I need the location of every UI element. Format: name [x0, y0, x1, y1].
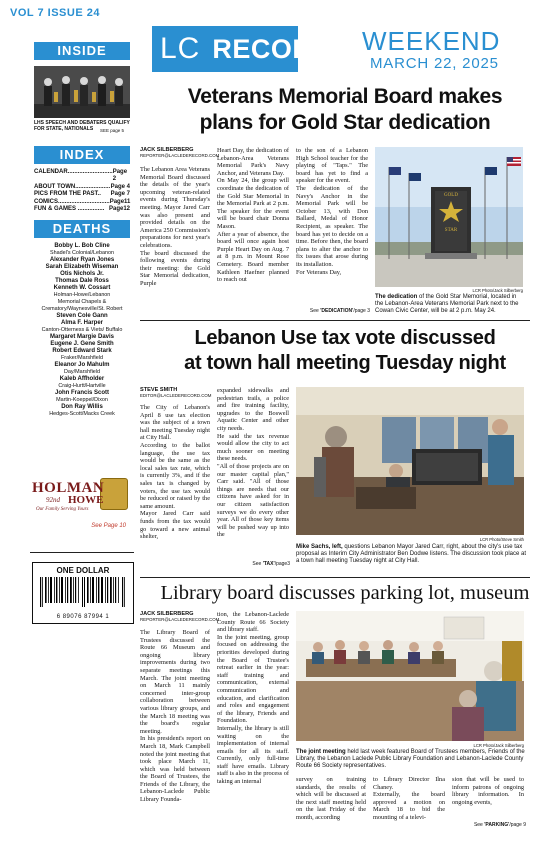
vol-issue: VOL 7 ISSUE 24 — [10, 7, 100, 19]
story2-col1: The City of Lebanon's April 8 use tax election was the subject of a town hall meeting Tuesday night at City Hall. According to the ballot language, the use tax would be the same as the local sales tax rate, which is currently 3%, and if the sales tax is changed by voters, the use tax would be reduced or raised by the same amount. Mayor Jared Carr said funds from the tax would go toward a new animal shelter, — [140, 404, 210, 541]
index-item[interactable]: FUN & GAMES ................ Page12 — [34, 206, 130, 213]
story1-byline: JACK SILBERBERG REPORTER@LACLEDERECORD.COM — [140, 147, 220, 159]
death-entry[interactable]: Eugene J. Gene Smith — [50, 341, 114, 347]
story1-col2: Heart Day, the dedication of Lebanon-Area Veterans Memorial Park's Navy Anchor, and Veterans Day. On May 24, the group will coordinate the dedication of the Gold Star Memorial in the Memorial Park at 2 p.m. The speaker for the event will be board chair Donna Mason. After a year of absence, the board will once again host Purple Heart Day on Aug. 7 at 8 p.m. in Mount Rose Cemetery. Board member Kathleen Haefner planned to reach out — [217, 147, 289, 284]
story3-caption: The joint meeting held last week featured Board of Trustees members, Friends of the Library, the Lebanon Laclede Public Library Foundation and Lebanon-Laclede County Route 66 Society representatives. — [296, 749, 525, 769]
story2-bottom-rule — [140, 577, 530, 578]
story3-col5: sion that will be used to inform patrons of ongoing library information. In ongoing events, — [452, 776, 524, 806]
story3-col1: The Library Board of Trustees discussed the Route 66 Museum and ongoing library improvements during two separate meetings this March. The joint meeting on March 11 mainly concerned inter-group collaboration between various library groups, and the March 18 meeting was the board's regular meeting. In his president's report on March 18, Mark Campbell noted the joint meeting that took place March 11, which was held between the Board of Trustees, the Friends of the Library, the Lebanon-Laclede Public Library Founda- — [140, 629, 210, 804]
death-entry[interactable]: Bobby L. Bob Cline Shadel's Colonial/Lebanon — [50, 243, 114, 256]
death-entry[interactable]: Robert Edward Stark Fraker/Marshfield — [52, 348, 112, 361]
story1-bottom-rule — [140, 320, 530, 321]
story3-col4: to Library Director Ilna Chaney. Externally, the board approved a motion on March 18 to bid the mounting of a televi- — [373, 776, 445, 821]
story2-col2: expanded sidewalks and pedestrian trails, a police and fire training facility, upgrades to the Boswell Aquatic Center and other city needs. He said the tax revenue would allow the city to act much sooner on meeting these needs. "All of those projects are on our master capital plan," Carr said. "All of those things are needs that our citizens have asked for in our citizen satisfaction surveys we do every other year. All of those key items will be pushed way up into the — [217, 387, 289, 539]
logo-record: RECORD — [212, 33, 333, 64]
death-entry[interactable]: Kenneth W. Cossart Holman-Howe/Lebanon Memorial Chapels & Crematory/Waynesville/St. Robert — [41, 285, 123, 312]
story3-photo[interactable] — [296, 611, 524, 741]
ad-name-howe: HOWE — [68, 494, 104, 506]
death-entry[interactable]: Sarah Elizabeth Wiseman — [45, 264, 119, 270]
death-entry[interactable]: Margaret Margie Davis — [49, 334, 115, 340]
story1-headline[interactable]: Veterans Memorial Board makes plans for Gold Star dedication — [187, 85, 503, 134]
funeral-home-ad[interactable] — [32, 476, 132, 514]
deaths-list — [30, 243, 134, 418]
ad-tagline: Our Family Serving Yours — [36, 507, 89, 512]
death-entry[interactable]: Alexander Ryan Jones — [49, 257, 115, 263]
story1-caption: The dedication of the Gold Star Memorial, located in the Lebanon-Area Veterans Memorial Park next to the Cowan Civic Center, will be at 2 p.m. May 24. — [375, 294, 519, 314]
barcode-digits: 6 89076 87994 1 — [56, 614, 110, 620]
story3-headline[interactable]: Library board discusses parking lot, museum — [160, 582, 530, 604]
death-entry[interactable]: Alma F. Harper Canton-Otterness & Viets/ Buffalo — [41, 320, 123, 333]
story2-jump[interactable]: See 'TAX'/page3 — [252, 561, 290, 567]
edition-label: WEEKEND — [362, 26, 501, 56]
death-entry[interactable]: Don Ray Willis Hedges-Scott/Macks Creek — [49, 404, 115, 417]
price-label: ONE DOLLAR — [56, 566, 110, 575]
story2-photo[interactable] — [296, 387, 524, 535]
death-entry[interactable]: Eleanor Jo Mahulm Day/Marshfield — [54, 362, 110, 375]
masthead-logo[interactable] — [152, 26, 333, 72]
story3-byline: JACK SILBERBERG REPORTER@LACLEDERECORD.COM — [140, 611, 220, 623]
inside-caption: LHS SPEECH AND DEBATERS QUALIFY FOR STATE, NATIONALS — [34, 120, 130, 132]
story1-col3: to the son of a Lebanon High School teacher for the playing of "Taps." The board has yet to find a speaker for the event. The dedication of the Navy's Anchor in the Memorial Park will be October 13, with Don Ballard, Medal of Honor Recipient, as speaker. The board has yet to decide on a time. Before then, the board plans to alter the anchor to fix issues that arose during its installation. For Veterans Day, — [296, 147, 368, 276]
inside-photo[interactable] — [34, 66, 130, 118]
story1-jump[interactable]: See 'DEDICATION'/page 3 — [309, 308, 370, 314]
story1-photo[interactable] — [375, 147, 523, 287]
story3-col3: survey on training standards, the results of which will be discussed at the next staff meeting held on the last Friday of the month, according — [296, 776, 366, 821]
inside-heading: INSIDE — [34, 42, 130, 60]
death-entry[interactable]: Otis Nichols Jr. — [60, 271, 104, 277]
deaths-see-page[interactable]: See Page 10 — [91, 523, 126, 529]
sidebar-rule — [30, 552, 134, 553]
story3-col2: tion, the Lebanon-Laclede County Route 66 Society and library staff. In the joint meeting, group focused on addressing the priorities developed during the Board of Trustee's retreat earlier in the year: staff training and communication, external communication and education, and clarification and roles and engagement of the library, Friends and Foundation. Internally, the library is still waiting on the implementation of internal emails for all its staff. Currently, only full-time staff have emails. Library staff is also in the process of taking an internal — [217, 611, 289, 786]
deaths-heading: DEATHS — [34, 220, 130, 238]
barcode — [38, 577, 128, 607]
story3-photo-credit: LCR Photo/Jack Silberberg — [473, 743, 524, 748]
index-item[interactable]: CALENDAR........................... Page 2 — [34, 169, 128, 183]
ad-name-holman: HOLMAN — [32, 480, 105, 496]
death-entry[interactable]: Kaleb Affholder Craig-Hurtt/Hartville — [58, 376, 106, 389]
death-entry[interactable]: John Francis Scott Martin-Koeppel/Dixon — [54, 390, 109, 403]
index-item[interactable]: ABOUT TOWN..................... Page 4 — [34, 183, 130, 190]
story1-col1: The Lebanon Area Veterans Memorial Board discussed the details of the year's upcoming veteran-related events during Thursday's meeting. Mayor Jared Carr was also present and provided details on the America 250 Commission's preparations for next year's celebrations. The board discussed the following events during their meeting: the Gold Star Memorial dedication, Purple — [140, 166, 210, 287]
index-item[interactable]: COMICS............................... Page11 — [34, 198, 131, 205]
edition-date: MARCH 22, 2025 — [370, 55, 499, 72]
ad-logo-badge — [100, 478, 128, 510]
story2-headline[interactable]: Lebanon Use tax vote discussed at town hall meeting Tuesday night — [184, 327, 506, 374]
story2-photo-credit: LCR Photo/Steve Smith — [479, 537, 524, 542]
price-barcode-box — [32, 562, 134, 624]
photo-sign-text: GOLD — [444, 193, 458, 198]
ad-since: 92nd — [46, 496, 60, 504]
logo-lc: LC — [160, 32, 201, 65]
story2-byline: STEVE SMITH EDITOR@LACLEDERECORD.COM — [140, 387, 212, 399]
photo-sign-text: STAR — [444, 228, 458, 233]
death-entry[interactable]: Thomas Dale Ross — [55, 278, 109, 284]
index-item[interactable]: PICS FROM THE PAST.. Page 7 — [34, 191, 130, 198]
index-list — [34, 169, 130, 213]
story1-photo-credit: LCR Photo/Jack Silberberg — [472, 288, 523, 293]
inside-see-page[interactable]: SEE page 5 — [99, 128, 124, 133]
story2-caption: Mike Sachs, left, questions Lebanon Mayor Jared Carr, right, about the city's use tax proposal as Interim City Administrator Ben Dodwe listens. The discussion took place at a town hall meeting Tuesday night at City Hall. — [296, 544, 526, 564]
index-heading: INDEX — [34, 146, 130, 164]
story3-jump[interactable]: See 'PARKING'/page 9 — [473, 822, 526, 828]
death-entry[interactable]: Steven Cole Gann — [56, 313, 108, 319]
